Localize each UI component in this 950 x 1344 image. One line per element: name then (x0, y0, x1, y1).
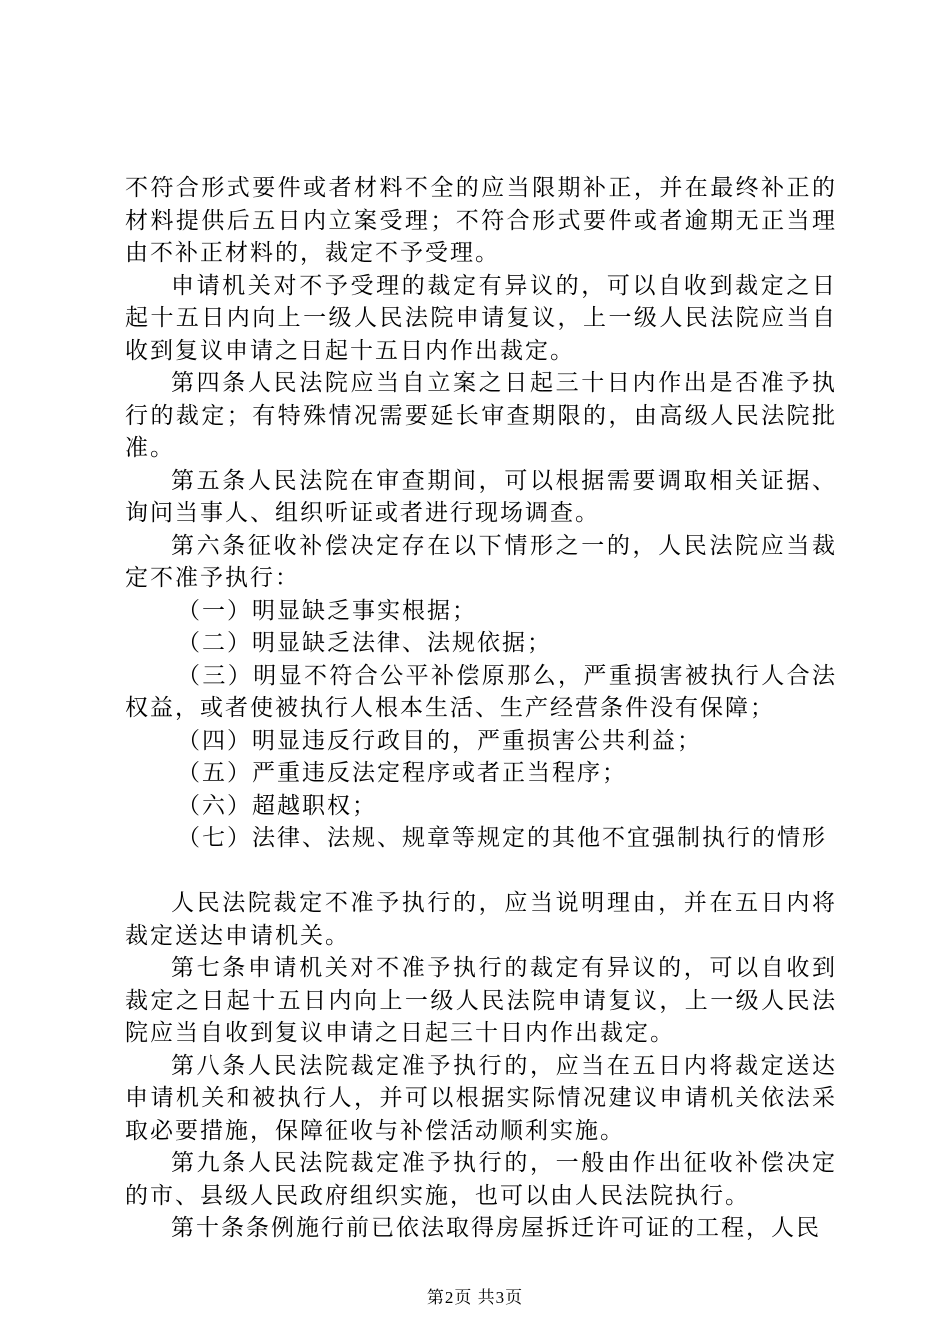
paragraph-article-9: 第九条人民法院裁定准予执行的，一般由作出征收补偿决定的市、县级人民政府组织实施，也可以由人民法院执行。 (125, 1150, 837, 1209)
page-number-footer: 第2页 共3页 (426, 1288, 524, 1307)
paragraph-gap (125, 855, 837, 888)
paragraph-reason-notice: 人民法院裁定不准予执行的，应当说明理由，并在五日内将裁定送达申请机关。 (125, 890, 837, 949)
paragraph-article-7: 第七条申请机关对不准予执行的裁定有异议的，可以自收到裁定之日起十五日内向上一级人民法院申请复议，上一级人民法院应当自收到复议申请之日起三十日内作出裁定。 (125, 955, 837, 1046)
paragraph-article-10: 第十条条例施行前已依法取得房屋拆迁许可证的工程，人民 (171, 1215, 821, 1241)
paragraph-article-5: 第五条人民法院在审查期间，可以根据需要调取相关证据、询问当事人、组织听证或者进行现场调查。 (125, 467, 837, 526)
paragraph-article-4: 第四条人民法院应当自立案之日起三十日内作出是否准予执行的裁定；有特殊情况需要延长审查期限的，由高级人民法院批准。 (125, 370, 837, 461)
list-item-5: （五）严重违反法定程序或者正当程序； (177, 760, 627, 786)
paragraph-continuation: 不符合形式要件或者材料不全的应当限期补正，并在最终补正的材料提供后五日内立案受理；不符合形式要件或者逾期无正当理由不补正材料的，裁定不予受理。 (125, 175, 837, 266)
document-body (125, 172, 837, 1245)
list-item-7: （七）法律、法规、规章等规定的其他不宜强制执行的情形 (177, 825, 827, 851)
list-item-1: （一）明显缺乏事实根据； (177, 597, 477, 624)
list-item-3: （三）明显不符合公平补偿原那么，严重损害被执行人合法权益，或者使被执行人根本生活、生产经营条件没有保障； (125, 662, 837, 721)
list-item-2: （二）明显缺乏法律、法规依据； (177, 630, 552, 656)
list-item-4: （四）明显违反行政目的，严重损害公共利益； (177, 727, 702, 754)
paragraph-article-8: 第八条人民法院裁定准予执行的，应当在五日内将裁定送达申请机关和被执行人，并可以根据实际情况建议申请机关依法采取必要措施，保障征收与补偿活动顺利实施。 (125, 1052, 837, 1144)
list-item-6: （六）超越职权； (177, 792, 377, 819)
paragraph-article-6: 第六条征收补偿决定存在以下情形之一的，人民法院应当裁定不准予执行： (125, 532, 837, 591)
paragraph-review-objection: 申请机关对不予受理的裁定有异议的，可以自收到裁定之日起十五日内向上一级人民法院申请复议，上一级人民法院应当自收到复议申请之日起十五日内作出裁定。 (125, 272, 837, 364)
